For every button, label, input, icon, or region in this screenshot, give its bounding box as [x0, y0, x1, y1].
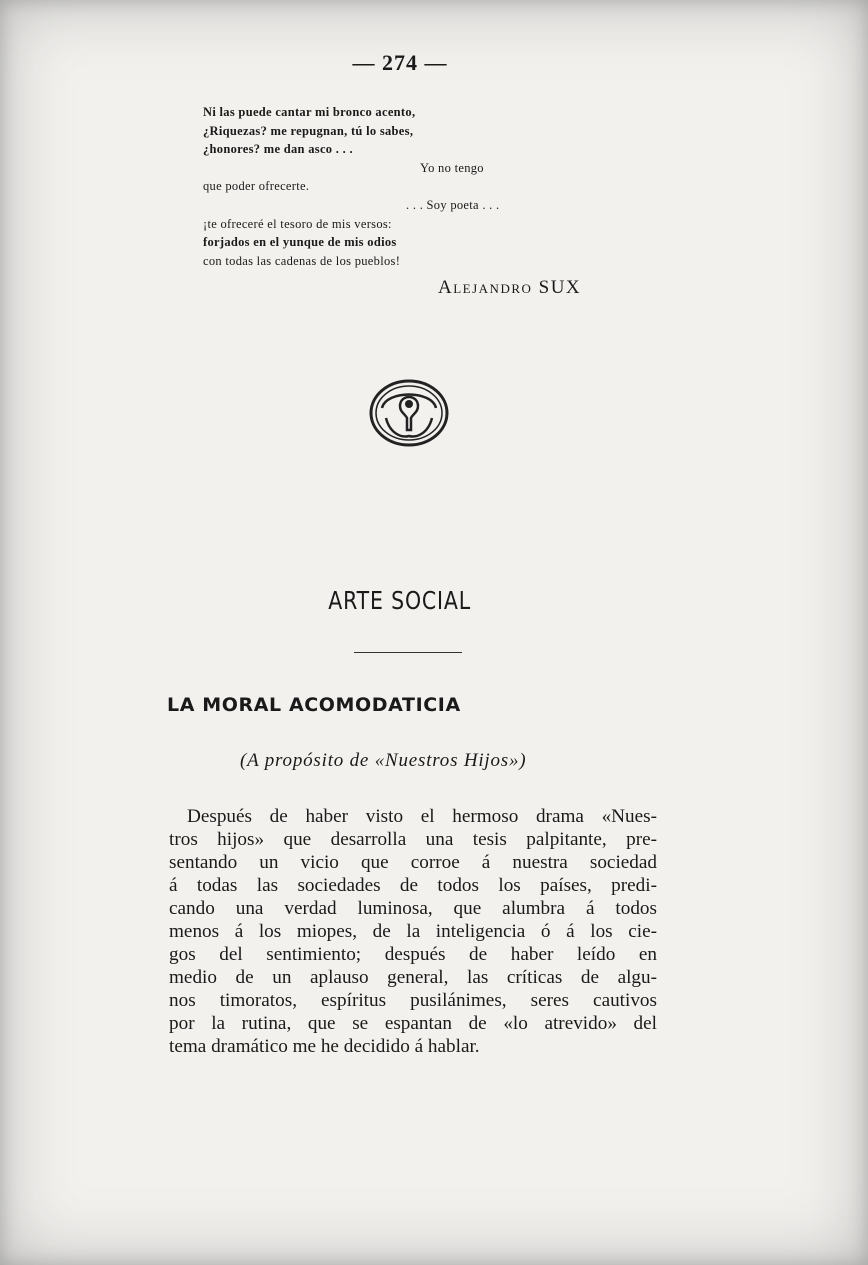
body-line: menos á los miopes, de la inteligencia ó á los cie-	[169, 921, 657, 942]
poem-line: Ni las puede cantar mi bronco acento,	[203, 105, 416, 119]
body-line: tema dramático me he decidido á hablar.	[169, 1036, 480, 1057]
body-line: á todas las sociedades de todos los países, predi-	[169, 875, 657, 896]
body-line: nos timoratos, espíritus pusilánimes, seres cautivos	[169, 990, 657, 1011]
body-line: por la rutina, que se espantan de «lo atrevido» del	[169, 1013, 657, 1034]
page-number: — 274 —	[352, 50, 448, 75]
poem-line: forjados en el yunque de mis odios	[203, 235, 397, 250]
section-title: ARTE SOCIAL	[328, 586, 472, 615]
body-line: cando una verdad luminosa, que alumbra á todos	[169, 898, 657, 919]
article-subtitle: (A propósito de «Nuestros Hijos»)	[240, 750, 527, 771]
body-line: gos del sentimiento; después de haber leído en	[169, 944, 657, 965]
divider	[354, 652, 462, 653]
signature-text: Alejandro SUX	[438, 277, 582, 298]
body-line: sentando un vicio que corroe á nuestra sociedad	[169, 852, 657, 873]
poem	[203, 103, 543, 270]
poem-line: con todas las cadenas de los pueblos!	[203, 253, 401, 268]
article-body	[169, 805, 657, 1058]
poem-signature	[438, 277, 581, 299]
poem-line: Yo no tengo	[420, 160, 484, 175]
poem-line: ¿Riquezas? me repugnan, tú lo sabes,	[203, 123, 414, 138]
poem-line: ¡te ofreceré el tesoro de mis versos:	[203, 216, 392, 231]
body-line: tros hijos» que desarrolla una tesis palpitante, pre-	[169, 829, 657, 850]
body-line: Después de haber visto el hermoso drama «Nues-	[187, 806, 657, 827]
body-line: medio de un aplauso general, las críticas de algu-	[169, 967, 657, 988]
poem-line: . . . Soy poeta . . .	[406, 197, 500, 212]
poem-line: ¿honores? me dan asco . . .	[203, 142, 353, 157]
decorative-vignette-icon	[368, 378, 450, 448]
article-title: LA MORAL ACOMODATICIA	[167, 694, 461, 716]
poem-line: que poder ofrecerte.	[203, 179, 310, 194]
